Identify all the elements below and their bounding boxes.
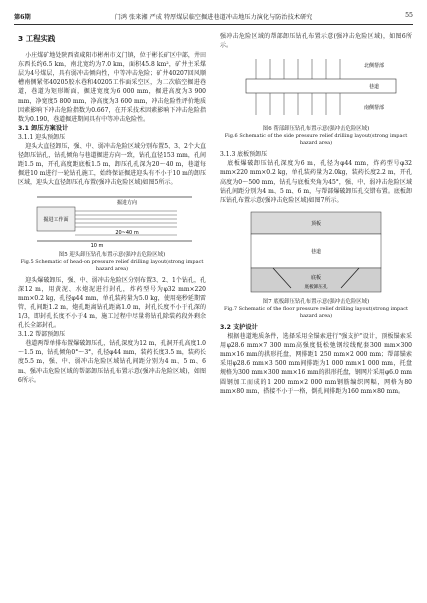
- figure-5: [18, 191, 206, 273]
- fig5-direction-label: 掘进方向: [116, 199, 138, 206]
- figure-7-caption-cn: 图7 底板卸压钻孔布置示意(强冲击危险区域): [262, 298, 370, 305]
- left-column: [18, 32, 206, 385]
- fig7-floor-label: 底板: [310, 274, 322, 281]
- page-number: 55: [405, 12, 413, 19]
- side-paragraph: 巷道两帮单排布置爆破卸压孔，钻孔深度为12 m，孔洞开孔高度1.0～1.5 m，钻孔倾角0°～3°，孔径φ44 mm，装药长度3.5 m，装药长度5.5 m，强、中、弱冲击危险区域钻孔间距分别为4 m、5 m、6 m、强冲击危险区域的帮部卸压钻孔布置示意(强冲击危险区域)，如图6所示。: [18, 340, 206, 384]
- figure-5-caption-cn: 图5 迎头卸压钻孔布置示意(强冲击危险区域): [58, 251, 166, 258]
- issue-label: 第6期: [14, 14, 31, 21]
- top-paragraph: 强冲击危险区域的帮部卸压钻孔布置示意(强冲击危险区域)，如图6所示。: [220, 33, 412, 50]
- section-title: 3 工程实践: [18, 34, 56, 43]
- figure-6-diagram: [226, 53, 406, 123]
- figure-5-caption: [18, 252, 206, 273]
- figure-7-diagram: [231, 208, 401, 296]
- fig6-north-label: 北侧帮部: [363, 63, 385, 70]
- right-column: [220, 32, 412, 396]
- figure-6-caption-en: Fig.6 Schematic of the side pressure relief drilling layout(strong impact hazard area): [224, 133, 408, 147]
- fig5-depth-label: 20~40 m: [115, 229, 139, 236]
- figure-5-caption-en: Fig.5 Schematic of head-on pressure relief drilling layout(strong impact hazard area): [20, 258, 204, 272]
- figure-6-caption-cn: 图6 帮部卸压钻孔布置示意(强冲击危险区域): [262, 126, 370, 133]
- subsection-3-1-1: 3.1.1 迎头预卸压: [18, 133, 66, 141]
- floor-paragraph: 底板爆破卸压钻孔深度为6 m，孔径为φ44 mm，炸药型号φ32 mm×220 mm×0.2 kg，单孔装药量为2.0kg，装药长度2.2 m，开孔高度为0～500 mm，钻孔与底板夹角为45°，强、中、弱冲击危险区域钻孔间距分别为4 m、5 m、6 m，与帮部爆破卸压孔交错布置。底板卸压钻孔布置示意(强冲击危险区域)如图7所示。: [220, 160, 412, 204]
- figure-6: [220, 53, 412, 147]
- figure-7-caption-en: Fig.7 Schematic of the floor pressure relief drilling layout(strong impact hazard area): [223, 305, 408, 319]
- intro-paragraph: 小庄煤矿地处陕西省咸阳市彬州市义门镇，位于彬长矿区中部，井田东西长约6.5 km，南北宽约为7.0 km，面积45.8 km²，矿井主采煤层为4号煤层，具有弱冲击倾向性，中等冲击危险；矿井40207回风顺槽南侧紧邻40205胶水巷和40205工作面采空区，为二次临空掘进巷道，巷道为矩形断面，掘进宽度为6 000 mm，掘进高度为3 900 mm，净宽度5 800 mm，净高度为3 600 mm，冲击危险性评价地质因素影响下冲击危险指数为0.667，在开采技术因素影响下冲击危险指数为0.190，巷道掘进期间具有中等冲击危险性。: [18, 52, 206, 123]
- figure-7-caption: [220, 299, 412, 320]
- figure-6-caption: [220, 126, 412, 147]
- page-header: [14, 12, 413, 24]
- header-rule: [14, 24, 413, 25]
- subsection-3-2: 3.2 支护设计: [220, 323, 258, 331]
- blasting-paragraph: 迎头爆破卸压，强、中、弱冲击危险区分别布置3、2、1个钻孔，孔深12 m，用黄泥、水炮泥进行封孔，炸药型号为φ32 mm×220 mm×0.2 kg，孔径φ44 mm，单孔装药量为5.0 kg，使用毫秒延期雷管，孔间距1.2 m，炮孔距离钻孔距离1.0 m，封孔长度不小于孔深的1/3，即封孔长度不小于4 m，施工过程中尽量将钻孔除装药段外剩余孔长全部封孔。: [18, 276, 206, 330]
- fig6-south-label: 南侧帮部: [363, 105, 385, 112]
- subsection-3-1-2: 3.1.2 帮部预卸压: [18, 331, 66, 339]
- fig5-step-label: 10 m: [90, 242, 104, 249]
- subsection-3-1: 3.1 卸压方案设计: [18, 124, 69, 132]
- support-paragraph: 根据巷道地质条件，选择采用全锚索进行"强支护"设计，顶板锚索采用φ28.6 mm×7 300 mm高强度低松弛钢绞线配套300 mm×300 mm×16 mm的拱形托盘，网排距1 250 mm×2 000 mm；帮部锚索采用φ28.6 mm×3 500 mm间排距为1 000 mm×1 000 mm，托盘规格为300 mm×300 mm×16 mm的拱形托盘，钢网片采用φ6.0 mm圆钢加工而成的1 200 mm×2 000 mm钢筋编织网幅，网格为80 mm×80 mm，搭接不小于一格，倒孔间排距为160 mm×80 mm。: [220, 333, 412, 395]
- fig6-roadway-label: 巷道: [368, 84, 380, 91]
- running-title: 门鸿 张来湘 严成 特厚煤层临空掘进巷道冲击地压力演化与防治技术研究: [114, 14, 313, 21]
- subsection-3-1-3: 3.1.3 底板预卸压: [220, 151, 268, 159]
- figure-7: [220, 208, 412, 320]
- figure-5-diagram: [27, 191, 197, 249]
- fig7-roadway-label: 巷道: [310, 248, 322, 255]
- fig5-roadway-label: 掘进工作面: [43, 216, 69, 223]
- fig7-hole-label: 底板卸压孔: [304, 284, 328, 290]
- head-on-paragraph: 迎头大直径卸压，强、中、弱冲击危险区域分别布置5、3、2个大直径卸压钻孔，钻孔倾角与巷道掘进方向一致，钻孔直径153 mm，孔间距1.5 m，开孔高度距底板1.5 m，卸压孔孔深为20～40 m，巷道每掘进10 m进行一轮钻孔施工，始终保证掘进迎头有不小于10 m的卸压区域，迎头大直径卸压孔布置(强冲击危险区域)如图5所示。: [18, 143, 206, 187]
- fig7-roof-label: 顶板: [310, 220, 322, 227]
